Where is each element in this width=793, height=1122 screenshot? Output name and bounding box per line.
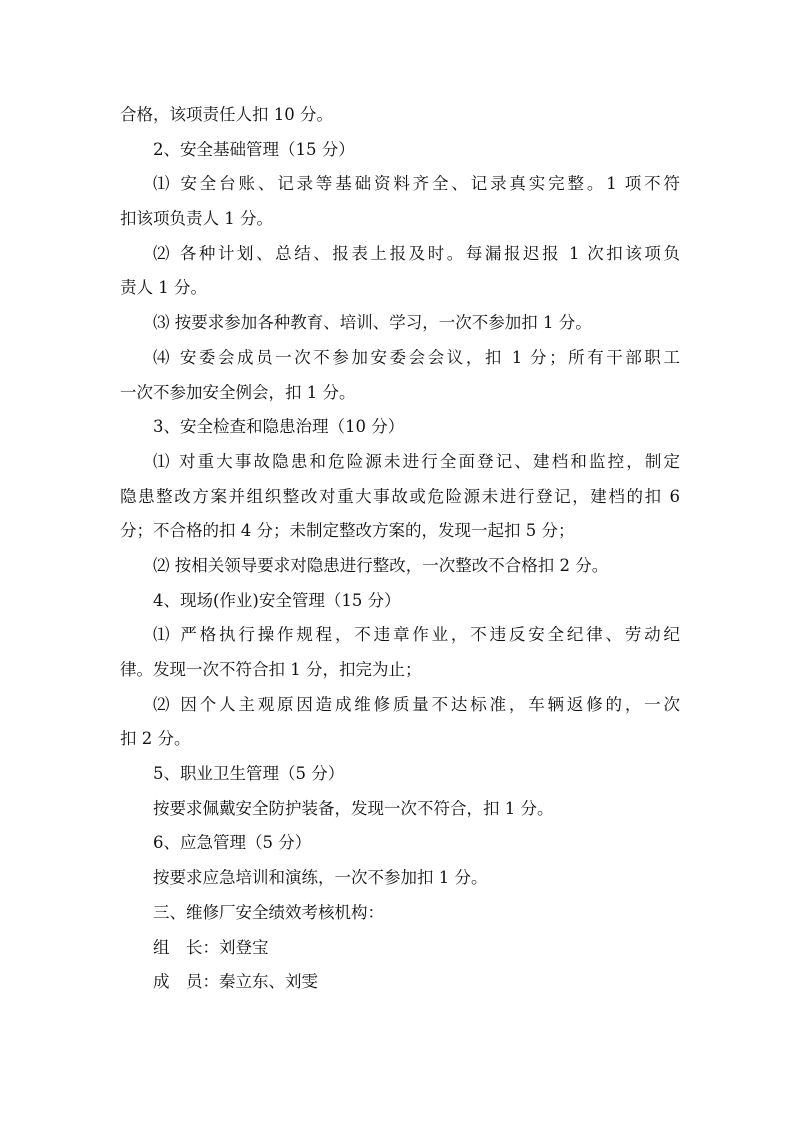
text-line: 扣 2 分。 bbox=[120, 729, 191, 749]
paragraph bbox=[120, 410, 680, 445]
paragraph bbox=[120, 792, 680, 827]
paragraph bbox=[120, 896, 680, 931]
paragraph bbox=[120, 341, 680, 410]
text-line: 2、安全基础管理（15 分） bbox=[153, 139, 355, 159]
text-line: 三、维修厂安全绩效考核机构： bbox=[153, 902, 384, 922]
text-line: ⑶ 按要求参加各种教育、培训、学习，一次不参加扣 1 分。 bbox=[153, 313, 592, 333]
text-line: ⑵ 因个人主观原因造成维修质量不达标准，车辆返修的，一次 bbox=[153, 694, 680, 714]
paragraph bbox=[120, 133, 680, 168]
text-line: 合格，该项责任人扣 10 分。 bbox=[120, 105, 333, 124]
text-line: 组 长：刘登宝 bbox=[153, 937, 269, 957]
text-line: ⑵ 各种计划、总结、报表上报及时。每漏报迟报 1 次扣该项负 bbox=[153, 243, 680, 263]
paragraph bbox=[120, 931, 680, 966]
text-line: 4、现场(作业)安全管理（15 分） bbox=[153, 590, 401, 610]
text-line: ⑵ 按相关领导要求对隐患进行整改，一次整改不合格扣 2 分。 bbox=[153, 555, 609, 575]
text-line: 按要求应急培训和演练，一次不参加扣 1 分。 bbox=[153, 868, 488, 888]
paragraph bbox=[120, 98, 680, 133]
paragraph bbox=[120, 584, 680, 619]
paragraph bbox=[120, 861, 680, 896]
text-line: ⑴ 对重大事故隐患和危险源未进行全面登记、建档和监控，制定 bbox=[153, 451, 680, 471]
text-line: 律。发现一次不符合扣 1 分，扣完为止； bbox=[120, 660, 422, 679]
text-line: ⑷ 安委会成员一次不参加安委会会议，扣 1 分；所有干部职工 bbox=[153, 347, 680, 367]
text-line: 责人 1 分。 bbox=[120, 278, 207, 298]
document-page bbox=[120, 98, 680, 1000]
text-line: 一次不参加安全例会，扣 1 分。 bbox=[120, 382, 356, 402]
paragraph bbox=[120, 757, 680, 792]
text-line: 成 员：秦立东、刘雯 bbox=[153, 972, 318, 992]
paragraph bbox=[120, 237, 680, 306]
text-line: 3、安全检查和隐患治理（10 分） bbox=[153, 417, 405, 437]
text-line: 按要求佩戴安全防护装备，发现一次不符合，扣 1 分。 bbox=[153, 798, 554, 818]
text-line: ⑴ 严格执行操作规程，不违章作业，不违反安全纪律、劳动纪 bbox=[153, 625, 680, 645]
paragraph bbox=[120, 965, 680, 1000]
text-line: 6、应急管理（5 分） bbox=[153, 833, 312, 853]
text-line: 隐患整改方案并组织整改对重大事故或危险源未进行登记，建档的扣 6 bbox=[120, 486, 680, 506]
paragraph bbox=[120, 549, 680, 584]
text-line: 分；不合格的扣 4 分；未制定整改方案的，发现一起扣 5 分； bbox=[120, 521, 575, 541]
text-line: 扣该项负责人 1 分。 bbox=[120, 209, 273, 229]
text-line: ⑴ 安全台账、记录等基础资料齐全、记录真实完整。1 项不符 bbox=[153, 174, 680, 194]
paragraph bbox=[120, 167, 680, 236]
paragraph bbox=[120, 306, 680, 341]
paragraph bbox=[120, 688, 680, 757]
paragraph bbox=[120, 445, 680, 549]
text-line: 5、职业卫生管理（5 分） bbox=[153, 764, 345, 784]
paragraph bbox=[120, 618, 680, 687]
paragraph bbox=[120, 826, 680, 861]
